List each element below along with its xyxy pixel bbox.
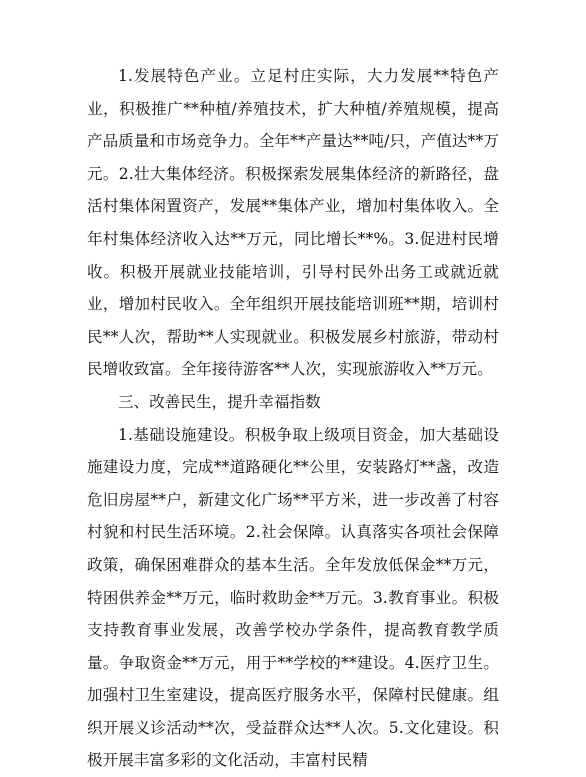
document-body [87, 60, 499, 777]
paragraph-industry-economy: 1.发展特色产业。立足村庄实际，大力发展**特色产业，积极推广**种植/养殖技术，扩大种植/养殖规模，提高产品质量和市场竞争力。全年**产量达**吨/只，产值达**万元。2.壮大集体经济。积极探索发展集体经济的新路径，盘活村集体闲置资产，发展**集体产业，增加村集体收入。全年村集体经济收入达**万元，同比增长**%。3.促进村民增收。积极开展就业技能培训，引导村民外出务工或就近就业，增加村民收入。全年组织开展技能培训班**期，培训村民**人次，帮助**人实现就业。积极发展乡村旅游，带动村民增收致富。全年接待游客**人次，实现旅游收入**万元。 [87, 67, 499, 379]
paragraph-livelihood: 1.基础设施建设。积极争取上级项目资金，加大基础设施建设力度，完成**道路硬化**公里，安装路灯**盏，改造危旧房屋**户，新建文化广场**平方米，进一步改善了村容村貌和村民生活环境。2.社会保障。认真落实各项社会保障政策，确保困难群众的基本生活。全年发放低保金**万元，特困供养金**万元，临时救助金**万元。3.教育事业。积极支持教育事业发展，改善学校办学条件，提高教育教学质量。争取资金**万元，用于**学校的**建设。4.医疗卫生。加强村卫生室建设，提高医疗服务水平，保障村民健康。组织开展义诊活动**次，受益群众达**人次。5.文化建设。积极开展丰富多彩的文化活动，丰富村民精 [87, 425, 499, 770]
section-heading-livelihood: 三、改善民生，提升幸福指数 [118, 392, 321, 411]
